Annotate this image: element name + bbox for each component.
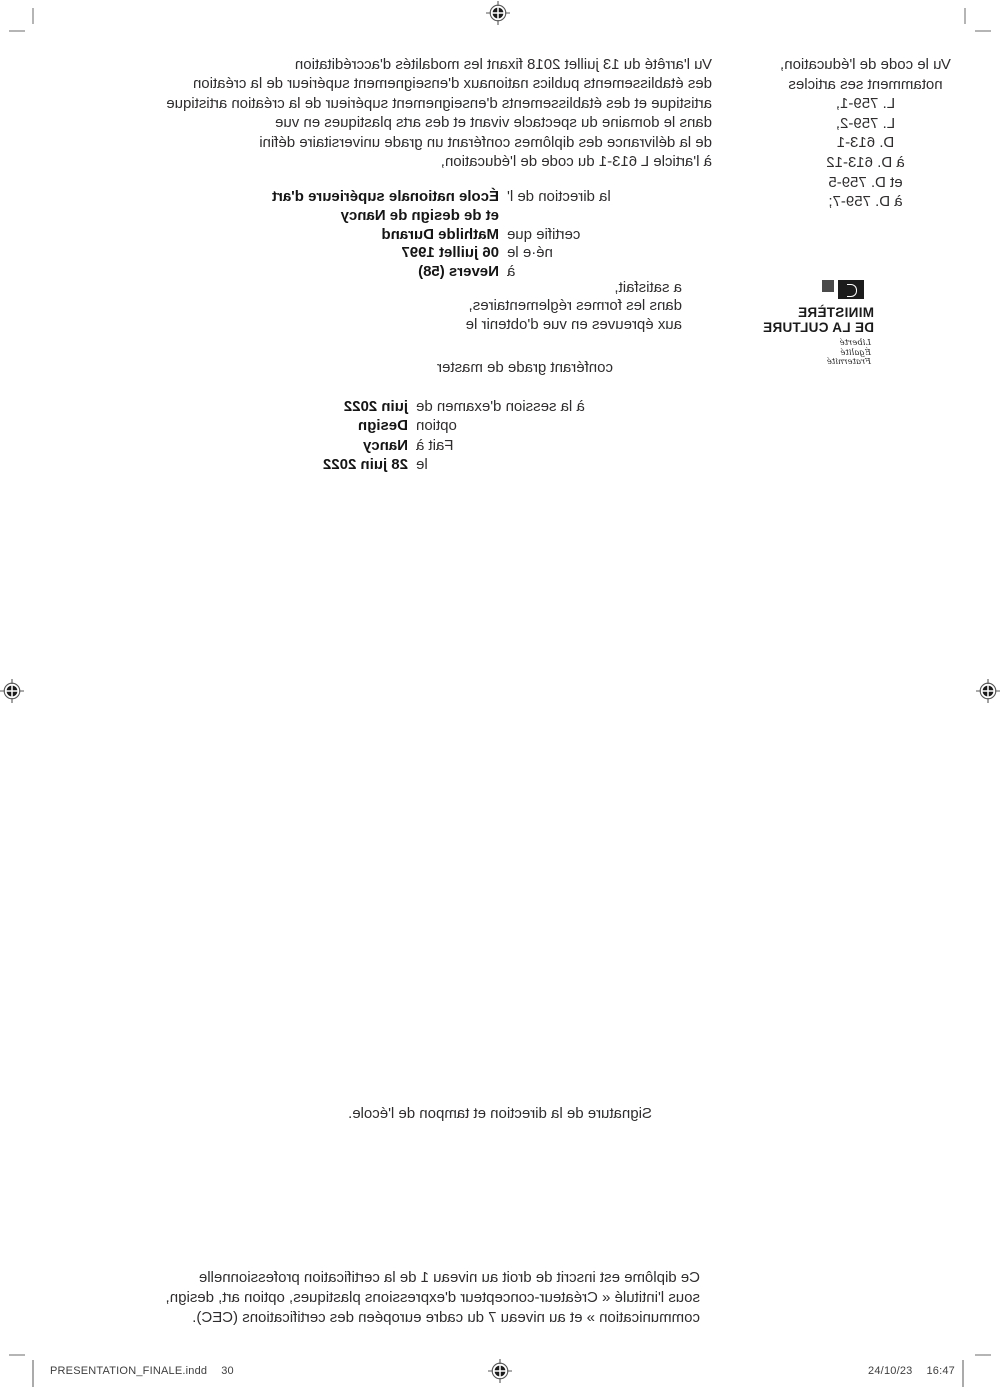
intro-line: à l'article L 613-1 du code de l'éducation, [440, 153, 712, 171]
slug-footer-right [868, 1365, 955, 1377]
slug-filename: PRESENTATION_FINALE.indd [50, 1365, 208, 1377]
intro-line: artistique et des établissements d'enseignement supérieur de la création artistique [166, 94, 712, 112]
crop-mark [32, 8, 34, 24]
certification-row [272, 226, 712, 245]
slug-border-right [962, 1360, 964, 1387]
certification-row [272, 207, 712, 226]
session-label: Fait à [416, 436, 454, 454]
legal-line: L. 759-2, [835, 114, 896, 132]
intro-line: dans le domaine du spectacle vivant et des arts plastiques en vue [275, 114, 712, 132]
satisfied-block [466, 279, 682, 334]
cert-value: Mathilde Durand [381, 225, 499, 243]
cert-label: la direction de l' [507, 188, 611, 205]
session-value: Design [357, 417, 408, 435]
footnote-line: Ce diplôme est inscrit de droit au niveau 1 de la certification professionnelle [198, 1269, 700, 1286]
crop-mark [964, 8, 966, 24]
footnote-line: sous l'intitulé « Créateur-concepteur d'expressions plastiques, option art, design, [165, 1288, 700, 1306]
motto-line: Liberté [839, 338, 871, 348]
slug-page-number: 30 [221, 1365, 234, 1377]
slug-border-left [32, 1360, 34, 1387]
registration-mark-icon [976, 679, 1000, 703]
legal-line: D. 613-1 [836, 134, 895, 152]
marianne-profile-icon [838, 280, 864, 299]
intro-line: Vu l'arrêté du 13 juillet 2018 fixant les modalités d'accréditation [294, 56, 712, 73]
satisfied-line: a satisfait, [614, 279, 682, 296]
ministry-logo [734, 280, 874, 368]
republic-motto [734, 339, 871, 368]
legal-line: à D. 613-12 [826, 153, 905, 171]
legal-line: L. 759-1, [835, 95, 896, 113]
flag-block-icon [822, 280, 834, 292]
crop-mark [975, 1354, 991, 1356]
cert-value: École nationale supérieure d'art [272, 188, 499, 205]
session-row [323, 455, 682, 474]
cert-value: 06 juillet 1997 [401, 244, 499, 262]
footnote-line: communication » et au niveau 7 du cadre européen des certifications (CEC). [192, 1308, 700, 1326]
certification-row [272, 188, 712, 207]
session-value: juin 2022 [343, 398, 408, 415]
cert-label: né·e le [507, 244, 553, 262]
session-table [323, 397, 682, 475]
satisfied-line: aux épreuves en vue d'obtenir le [465, 315, 682, 333]
cert-value: Nevers (58) [418, 263, 499, 281]
accreditation-paragraph [166, 55, 712, 171]
session-value: 28 juin 2022 [322, 456, 408, 474]
signature-note: Signature de la direction et tampon de l'école. [348, 1105, 652, 1122]
ministry-title-line: DE LA CULTURE [762, 320, 874, 335]
session-row [323, 397, 682, 416]
certification-table [272, 188, 712, 282]
intro-line: des établissements publics nationaux d'enseignement supérieur de la création [192, 75, 712, 93]
slug-time: 16:47 [926, 1365, 955, 1377]
session-row [323, 436, 682, 455]
motto-line: Fraternité [826, 357, 871, 367]
marianne-flag-icon [734, 280, 864, 300]
registration-mark-icon [0, 679, 24, 703]
legal-line: notamment ses articles [788, 75, 943, 93]
registration-mark-icon [486, 1, 510, 25]
session-label: option [416, 417, 457, 435]
session-row [323, 416, 682, 435]
crop-mark [975, 30, 991, 32]
certification-row [272, 244, 712, 263]
motto-line: Égalité [840, 347, 871, 358]
cert-value: et de design de Nancy [340, 206, 499, 224]
session-value: Nancy [362, 436, 408, 454]
slug-footer-left [50, 1365, 234, 1377]
cert-label: à [507, 263, 516, 281]
slug-date: 24/10/23 [868, 1365, 913, 1377]
ministry-title-line: MINISTÈRE [797, 305, 874, 320]
crop-mark [9, 1354, 25, 1356]
session-label: à la session d'examen de [416, 398, 585, 415]
intro-line: de la délivrance des diplômes conférant un grade universitaire défini [259, 133, 712, 151]
grade-line: conférant grade de master [437, 359, 613, 376]
satisfied-line: dans les formes réglementaires, [468, 297, 682, 315]
ministry-title [734, 305, 874, 335]
legal-line: Vu le code de l'éducation, [780, 56, 951, 73]
cert-label [499, 207, 712, 226]
cert-label: certifie que [507, 225, 581, 243]
legal-line: à D. 759-7; [828, 193, 903, 211]
legal-articles-block [743, 55, 988, 212]
registration-mark-icon [488, 1359, 512, 1383]
session-label: le [416, 456, 428, 474]
crop-mark [9, 30, 25, 32]
legal-line: et D. 759-5 [828, 173, 903, 191]
footnote-block [166, 1268, 700, 1327]
